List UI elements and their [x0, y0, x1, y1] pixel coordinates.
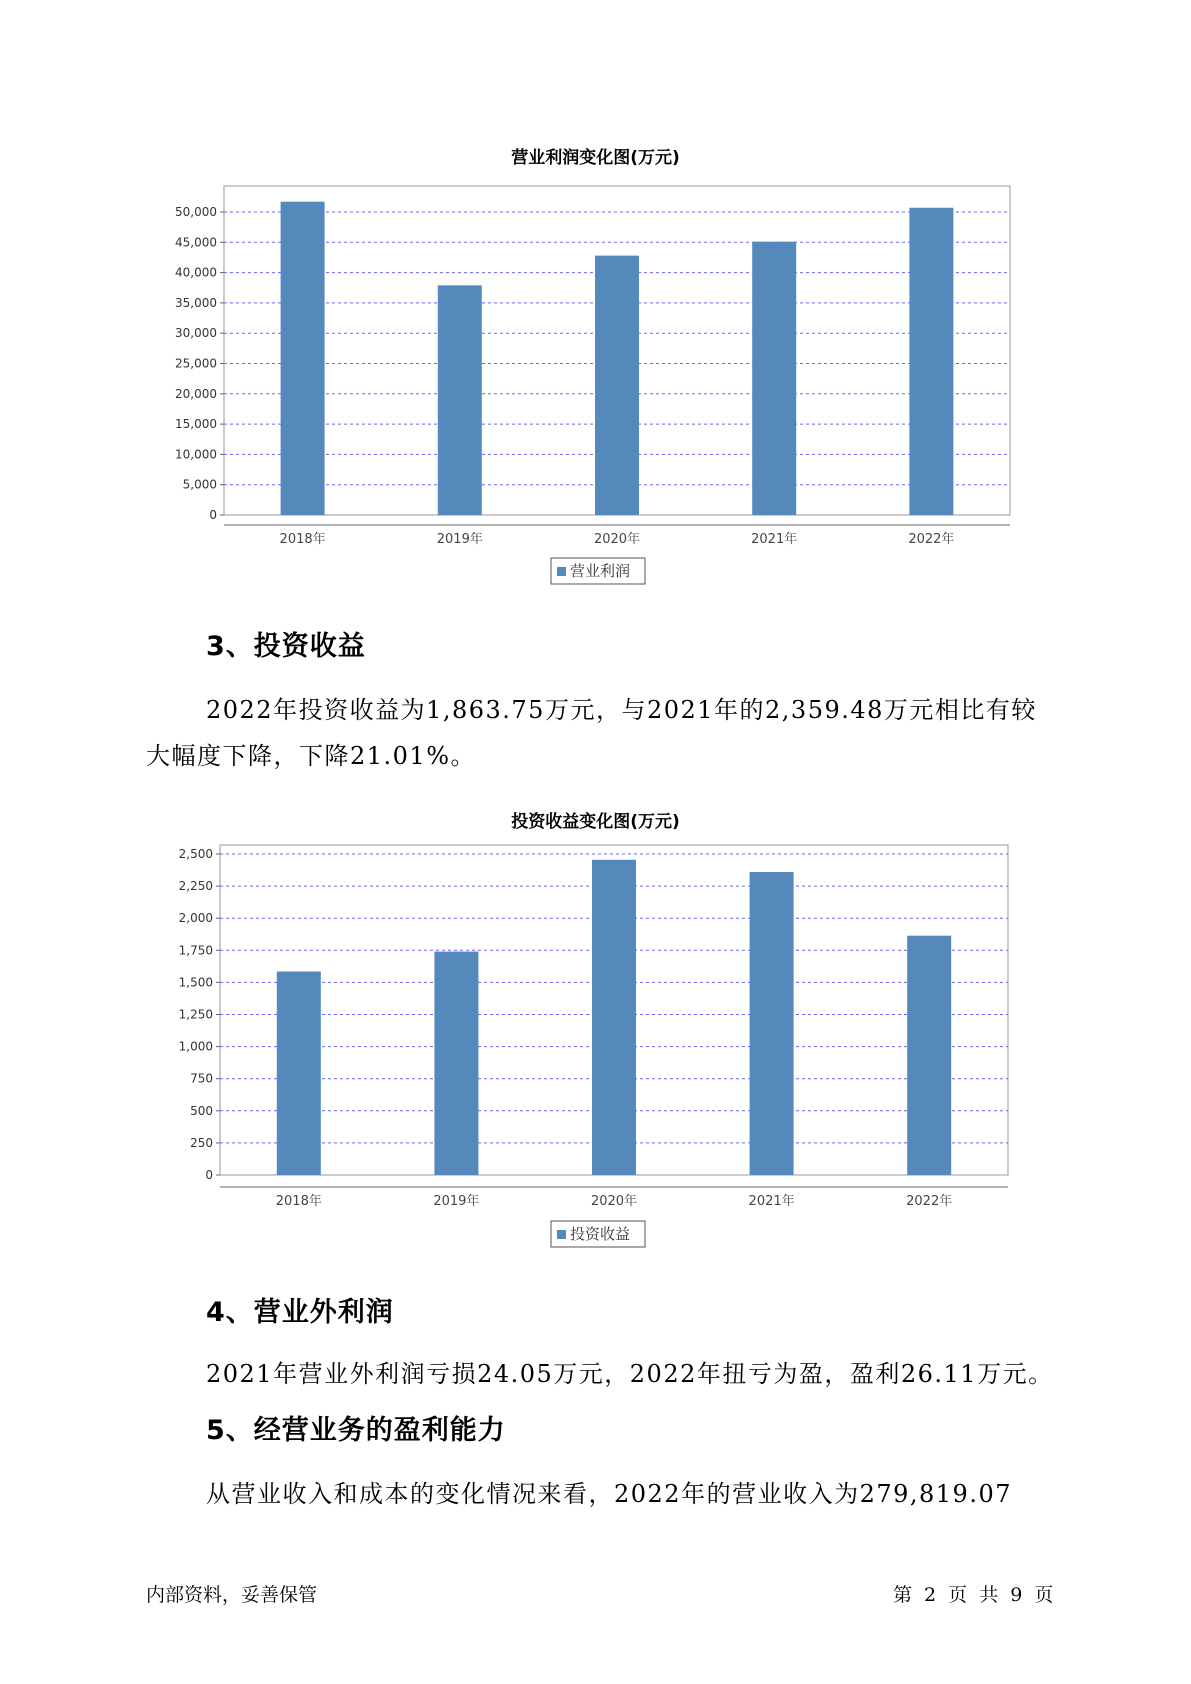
y-tick-label: 250 [190, 1135, 213, 1150]
y-tick-label: 25,000 [175, 356, 217, 371]
y-tick-label: 500 [190, 1103, 213, 1118]
y-tick-label: 40,000 [175, 265, 217, 280]
x-tick-label: 2020年 [593, 532, 641, 547]
y-tick-label: 20,000 [175, 386, 217, 401]
bar-5 [907, 936, 951, 1175]
y-tick-label: 15,000 [175, 417, 217, 432]
operating-profit-bar-chart [0, 160, 1191, 600]
bar-4 [750, 872, 794, 1175]
y-tick-label: 1,500 [178, 975, 213, 990]
y-tick-label: 0 [205, 1168, 213, 1182]
y-tick-label: 0 [209, 508, 217, 522]
footer-confidential-note: 内部资料，妥善保管 [146, 1584, 318, 1606]
section-heading-non-operating-profit: 4、营业外利润 [206, 1297, 394, 1328]
y-tick-label: 30,000 [175, 326, 217, 341]
chart-title-operating-profit: 营业利润变化图(万元) [511, 148, 680, 168]
investment-income-bar-chart [0, 830, 1191, 1250]
y-tick-label: 50,000 [175, 205, 217, 219]
bar-2 [434, 952, 478, 1175]
x-tick-label: 2022年 [908, 532, 955, 547]
x-tick-label: 2018年 [279, 532, 326, 547]
y-tick-label: 2,250 [178, 879, 213, 894]
y-tick-label: 1,000 [178, 1039, 213, 1054]
x-tick-label: 2021年 [748, 1194, 795, 1209]
legend-label: 营业利润 [570, 562, 631, 580]
bar-4 [752, 242, 796, 515]
y-tick-label: 1,750 [178, 943, 213, 958]
section-heading-investment-income: 3、投资收益 [206, 631, 366, 662]
footer-page-number: 第 2 页 共 9 页 [893, 1584, 1054, 1606]
x-tick-label: 2020年 [590, 1194, 638, 1209]
y-tick-label: 2,500 [178, 847, 213, 861]
x-tick-label: 2019年 [436, 532, 483, 547]
paragraph-investment-income-line1: 2022年投资收益为1,863.75万元，与2021年的2,359.48万元相比有较 [206, 696, 1037, 724]
bar-5 [909, 208, 953, 515]
y-tick-label: 45,000 [175, 235, 217, 250]
paragraph-investment-income-line2: 大幅度下降，下降21.01%。 [146, 742, 477, 770]
y-tick-label: 750 [190, 1071, 213, 1086]
section-heading-profitability: 5、经营业务的盈利能力 [206, 1415, 506, 1446]
y-tick-label: 2,000 [178, 911, 213, 926]
bar-2 [438, 285, 482, 515]
paragraph-profitability: 从营业收入和成本的变化情况来看，2022年的营业收入为279,819.07 [206, 1480, 1012, 1508]
y-tick-label: 10,000 [175, 447, 217, 462]
legend-label: 投资收益 [570, 1225, 631, 1243]
bar-3 [592, 860, 636, 1175]
x-tick-label: 2022年 [906, 1194, 953, 1209]
y-tick-label: 1,250 [178, 1007, 213, 1022]
y-tick-label: 35,000 [175, 295, 217, 310]
x-tick-label: 2019年 [433, 1194, 480, 1209]
paragraph-non-operating-profit: 2021年营业外利润亏损24.05万元，2022年扭亏为盈，盈利26.11万元。 [206, 1360, 1054, 1388]
bar-1 [281, 202, 325, 515]
legend-swatch [557, 1230, 566, 1239]
legend-swatch [557, 567, 566, 576]
bar-1 [277, 971, 321, 1175]
x-tick-label: 2018年 [275, 1194, 322, 1209]
chart-title-investment-income: 投资收益变化图(万元) [511, 812, 680, 832]
y-tick-label: 5,000 [182, 477, 217, 492]
bar-3 [595, 256, 639, 515]
x-tick-label: 2021年 [751, 532, 798, 547]
